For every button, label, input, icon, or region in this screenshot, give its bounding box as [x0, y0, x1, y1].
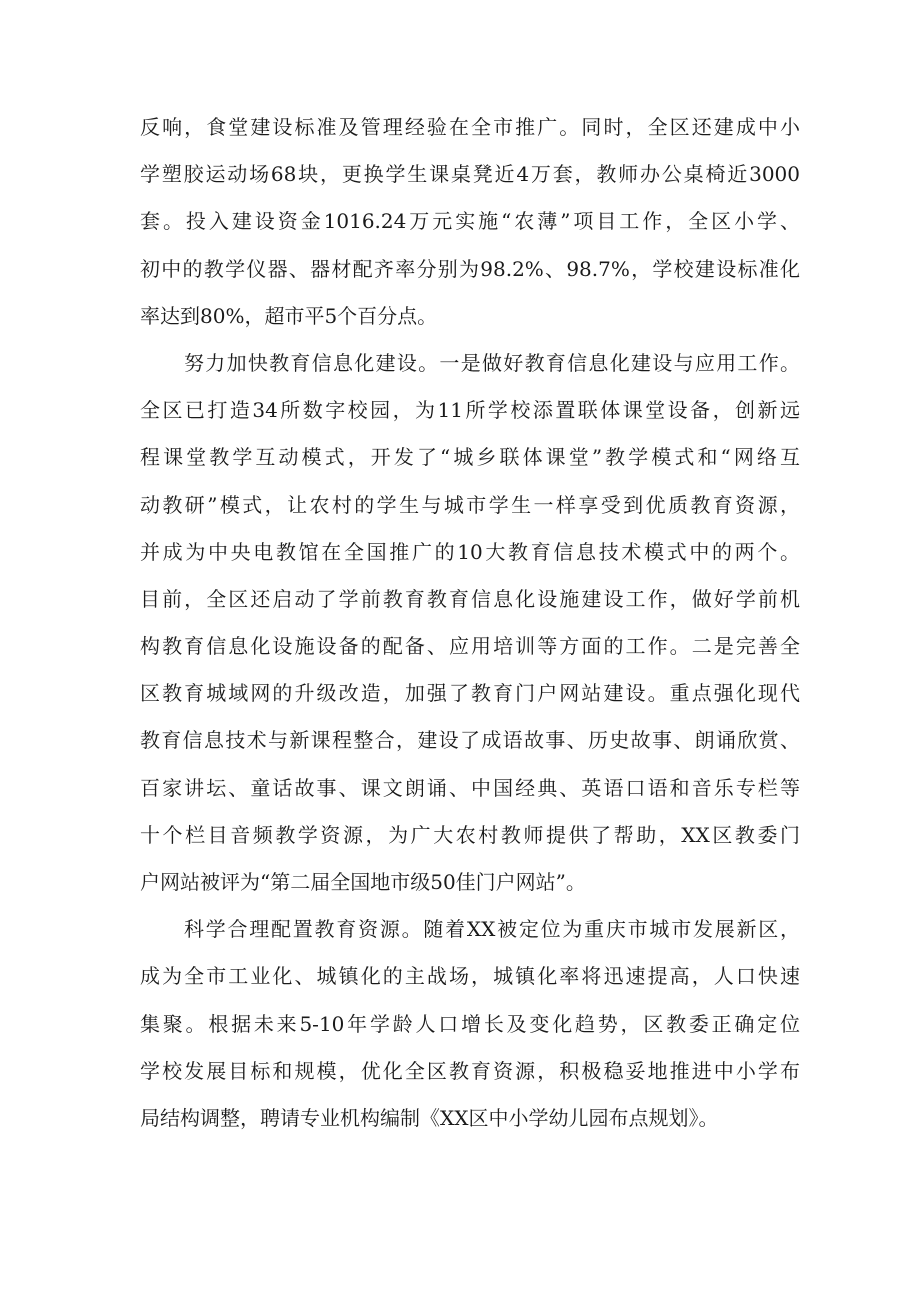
paragraph-1 — [140, 104, 800, 340]
text-line: 构教育信息化设施设备的配备、应用培训等方面的工作。二是完善全 — [140, 634, 800, 659]
paragraph-2 — [140, 340, 800, 906]
text-line: 局结构调整，聘请专业机构编制《XX区中小学幼儿园布点规划》。 — [140, 1105, 719, 1130]
document-body — [140, 104, 800, 1142]
text-line: 反响，食堂建设标准及管理经验在全市推广。同时，全区还建成中小 — [140, 115, 800, 139]
text-line: 率达到80%，超市平5个百分点。 — [140, 303, 438, 328]
text-line: 集聚。根据未来5-10年学龄人口增长及变化趋势，区教委正确定位 — [140, 1011, 800, 1036]
text-line: 区教育城域网的升级改造，加强了教育门户网站建设。重点强化现代 — [140, 681, 800, 706]
text-line: 程课堂教学互动模式，开发了“城乡联体课堂”教学模式和“网络互 — [140, 445, 800, 470]
text-line: 全区已打造34所数字校园，为11所学校添置联体课堂设备，创新远 — [140, 398, 800, 423]
text-line: 并成为中央电教馆在全国推广的10大教育信息技术模式中的两个。 — [140, 539, 800, 564]
text-line: 初中的教学仪器、器材配齐率分别为98.2%、98.7%，学校建设标准化 — [140, 256, 800, 281]
text-line: 成为全市工业化、城镇化的主战场，城镇化率将迅速提高，人口快速 — [140, 964, 800, 989]
text-line: 动教研”模式，让农村的学生与城市学生一样享受到优质教育资源， — [140, 492, 800, 517]
text-line: 户网站被评为“第二届全国地市级50佳门户网站”。 — [140, 870, 586, 894]
text-line: 科学合理配置教育资源。随着XX被定位为重庆市城市发展新区， — [184, 917, 800, 942]
text-line: 教育信息技术与新课程整合，建设了成语故事、历史故事、朗诵欣赏、 — [140, 728, 800, 753]
text-line: 百家讲坛、童话故事、课文朗诵、中国经典、英语口语和音乐专栏等 — [140, 775, 800, 800]
text-line: 目前，全区还启动了学前教育教育信息化设施建设工作，做好学前机 — [140, 586, 800, 611]
paragraph-3 — [140, 906, 800, 1142]
text-line: 学校发展目标和规模，优化全区教育资源，积极稳妥地推进中小学布 — [140, 1058, 800, 1083]
text-line: 十个栏目音频教学资源，为广大农村教师提供了帮助，XX区教委门 — [140, 822, 800, 847]
text-line: 套。投入建设资金1016.24万元实施“农薄”项目工作，全区小学、 — [140, 209, 800, 234]
text-line: 努力加快教育信息化建设。一是做好教育信息化建设与应用工作。 — [184, 350, 800, 375]
text-line: 学塑胶运动场68块，更换学生课桌凳近4万套，教师办公桌椅近3000 — [140, 162, 800, 187]
